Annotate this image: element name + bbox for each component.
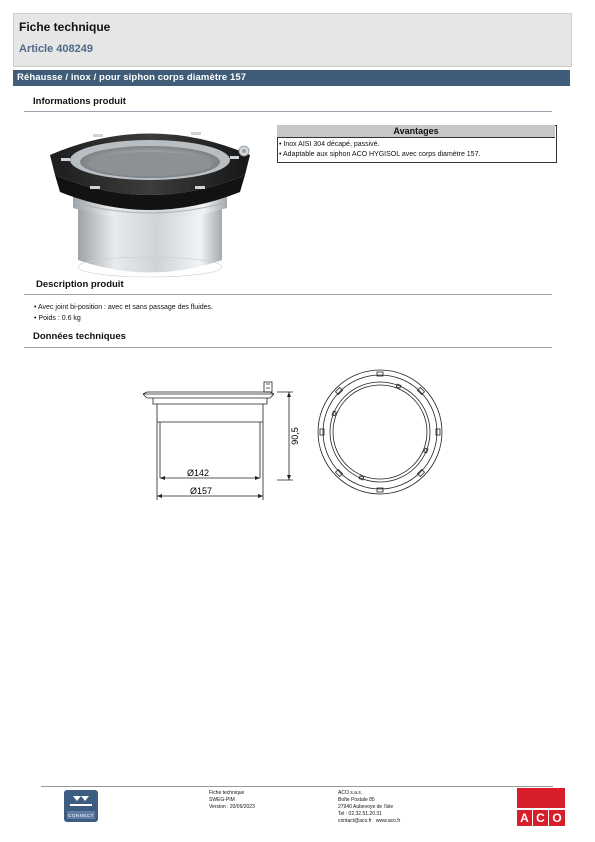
section-title-description: Description produit — [36, 279, 124, 290]
height-dimension: 90,5 — [290, 427, 300, 445]
aco-letter: C — [533, 810, 548, 826]
description-item: • Poids : 0.6 kg — [34, 315, 81, 322]
outer-diameter-dimension: Ø157 — [190, 486, 213, 496]
footer-doc-title: Fiche technique — [209, 790, 245, 796]
footer-doc-code: SWEG-PIM — [209, 797, 235, 803]
inner-diameter-dimension: Ø142 — [187, 468, 210, 478]
section-divider — [24, 294, 552, 295]
document-title: Fiche technique — [19, 20, 111, 34]
footer-company: ACO s.a.s. — [338, 790, 363, 796]
advantages-title: Avantages — [277, 125, 555, 138]
aco-letter: O — [549, 810, 565, 826]
product-banner-text: Réhausse / inox / pour siphon corps diamètre 157 — [17, 72, 247, 83]
footer-phone: Tel : 02.32.51.20.31 — [338, 811, 382, 817]
footer-email — [338, 818, 400, 825]
section-divider — [24, 347, 552, 348]
section-title-technical: Données techniques — [33, 331, 126, 342]
aco-logo — [517, 788, 565, 826]
advantage-item: • Adaptable aux siphon ACO HYGISOL avec corps diamètre 157. — [279, 151, 481, 158]
footer-address — [338, 790, 400, 825]
aco-letter: A — [517, 810, 532, 826]
top-view-drawing — [310, 362, 450, 502]
aco-logo-block — [517, 788, 565, 808]
footer-website[interactable]: www.aco.fr — [375, 818, 401, 824]
section-title-product-info: Informations produit — [33, 96, 126, 107]
section-divider — [24, 111, 552, 112]
article-number: Article 408249 — [19, 43, 93, 55]
connect-label: CONNECT — [68, 813, 94, 818]
footer-doc-version: Version : 20/09/2023 — [209, 804, 255, 810]
product-image — [45, 120, 260, 282]
footer-email-text[interactable]: contact@aco.fr — [338, 818, 372, 824]
description-item: • Avec joint bi-position : avec et sans passage des fluides. — [34, 304, 213, 311]
side-view-drawing — [135, 370, 305, 510]
footer-doc-info — [209, 790, 255, 811]
advantage-item: • Inox AISI 304 décapé, passivé. — [279, 141, 380, 148]
footer-city: 27940 Aubevoye de l'isle — [338, 804, 394, 810]
footer-divider — [41, 786, 553, 787]
footer-po-box: Boîte Postale 85 — [338, 797, 375, 803]
